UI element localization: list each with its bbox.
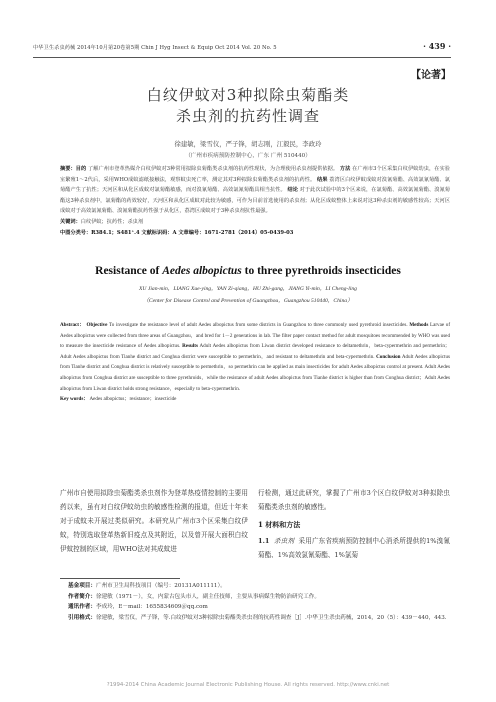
abstract-en	[60, 320, 450, 405]
methods-en: Larvae of Aedes albopictus were collected from three areas of Guangzhou，and bred for 1－2 generations in lab. The filter paper contact method for adult mosquitoes recommended by WHO was used to measure the insecticide resistance of Aedes albopictus.	[60, 322, 451, 350]
methods-label-cn: 方法	[339, 166, 351, 172]
footnotes	[68, 581, 450, 623]
footnote-author	[68, 592, 450, 603]
footnote-contact	[68, 602, 450, 613]
running-header: 中华卫生杀虫药械 2014年10月第20卷第5期 Chin J Hyg Insect & Equip Oct 2014 Vol. 20 No. 5	[33, 45, 277, 51]
title-en-species: Aedes albopictus	[162, 265, 242, 277]
title-en-suffix: to three pyrethroids insecticides	[241, 265, 401, 277]
cite-label: 引用格式：	[68, 614, 96, 621]
footnote-cite	[68, 613, 450, 624]
results-label-en: Results	[182, 343, 198, 350]
abstract-cn-label: 摘要：	[60, 166, 76, 172]
fund-label: 基金项目：	[68, 583, 96, 589]
title-en-prefix: Resistance of	[95, 265, 163, 277]
affiliation-en: （Center for Disease Control and Prevention of Guangzhou，Guangzhou 510440，China）	[143, 298, 353, 304]
objective-label-en: Objective	[86, 322, 108, 328]
authors-cn: 徐建敏，梁雪仪，严子锋，胡志刚，江毅民，李政玲	[174, 140, 322, 148]
cite-text: 徐建敏，梁雪仪，严子锋，等.白纹伊蚊对3种拟除虫菊酯类杀虫剂的抗药性调查［J］.中华卫生杀虫药械，2014，20（5）：439－440，443.	[95, 614, 447, 621]
fund-text: 广州市卫生局科技项目（编号：20131A011111）。	[95, 583, 226, 589]
conclusion-label-cn: 结论	[287, 187, 298, 194]
affiliation-cn: （广州市疾病预防控制中心，广东 广州 510440）	[185, 153, 311, 159]
objective-cn: 了解广州市登革热媒介白纹伊蚊对3种常用拟除虫菊酯类杀虫剂的抗药性现状，为合理使用杀虫剂提供依据。	[88, 166, 339, 172]
page-number: · 439 ·	[423, 41, 451, 51]
contact-text: 李成玲，E－mail：1655834609＠qq.com	[95, 604, 208, 611]
keywords-label-cn: 关键词：	[60, 218, 81, 225]
author-text: 徐建敏（1971－），女，内蒙古包头市人，副主任技师，主要从事病媒生物防治研究工作。	[95, 593, 320, 600]
title-cn-line-2: 杀虫剂的抗药性调查	[175, 107, 320, 125]
section-heading: 1 材料和方法	[258, 519, 301, 529]
results-label-cn: 结果	[317, 176, 328, 183]
authors-en: XU Jian-min，LIANG Xue-ying，YAN Zi-qiang，HU Zhi-gang，JIANG Yi-min，LI Cheng-ling	[139, 286, 357, 292]
subsection-text: 采用广东省疾病预防控制中心消杀所提供的1%溴氰菊酯、1%高效氯氰菊酯、1%氯菊	[258, 536, 450, 559]
title-en	[0, 265, 496, 277]
body-right-intro: 行检测，通过此研究，掌握了广州市3个区白纹伊蚊对3种拟除虫菊酯类杀虫剂的敏感性。	[258, 489, 450, 511]
author-label: 作者简介：	[68, 593, 96, 600]
body-left-column: 广州市自使用拟除虫菊酯类杀虫剂作为登革热疫情控制的主要用药以来，虽有对白纹伊蚊幼虫的敏感性检测的报道，但近十年来对于成蚊未开展过类似研究。本研究从广州市3个区采集白纹伊蚊，特别选取登革热新旧疫点及其附近，以及曾开展大面积白纹伊蚊控制的区域，用WHO法对其成蚊进	[60, 489, 248, 553]
conclusion-label-en: Conclusion	[376, 353, 401, 360]
methods-label-en: Methods	[409, 322, 429, 328]
footnote-fund	[68, 581, 450, 592]
conclusion-en: Adult Aedes albopictus from Tianhe district and Conghua district is relatively susceptible to permethrin，so permethrin can be applied as main insecticides for adult Aedes albopictus control at present. Adult Aedes albopictus from Conghua district are susceptible to three pyrethroids，while the resistance of adult Aedes albopictus from Tianhe district is higher than from Conghua district；Adult Aedes albopictus from Liwan district holds strong resistance，especially to beta-cypermethrin.	[60, 353, 450, 392]
subsection-number: 1.1	[258, 536, 270, 545]
footnote-rule	[60, 578, 180, 579]
objective-en: To investigate the resistance level of adult Aedes albopictus from some districts in Guangzhou to three commonly used pyrethroid insecticides.	[109, 322, 408, 328]
methods-cn: 在广州市3个区采集白纹伊蚊幼虫，在实验室繁殖1～2代后，采用WHO成蚊滤纸接触法，观察蚊虫死亡率，测定其对3种拟除虫菊酯类杀虫剂的抗药性。	[60, 166, 450, 183]
keywords-label-en: Key words：	[60, 396, 89, 403]
results-cn: 荔湾区白纹伊蚊成蚊对溴氰菊酯、高效氯氰菊酯、氯菊酯产生了抗性；天河区和从化区成蚊对氯菊酯敏感，而对溴氰菊酯、高效氯氰菊酯具相当抗性。	[60, 176, 450, 194]
results-en: Adult Aedes albopictus from Liwan district developed resistance to deltamethrin，beta-cypermethrin and permethrin；Adult Aedes albopictus from Tianhe district and Conghua district were susceptible to permethrin，and resistant to deltamethrin and beta-cypermethrin.	[60, 343, 450, 360]
keywords-en: Aedes albopictus；resistance；insecticide	[89, 396, 177, 403]
abstract-cn	[60, 164, 450, 238]
contact-label: 通讯作者：	[68, 604, 96, 611]
title-cn-line-1: 白纹伊蚊对3种拟除虫菊酯类	[146, 86, 350, 104]
subsection-title: 杀虫剂	[273, 536, 295, 545]
subsection-paragraph	[258, 535, 450, 563]
objective-label-cn: 目的	[75, 166, 87, 172]
keywords-cn: 白纹伊蚊；抗药性；杀虫剂	[80, 218, 144, 225]
classification-line: 中图分类号：R384.1；S481⁺.4 文献标识码：A 文章编号：1671-2781（2014）05-0439-03	[60, 229, 294, 236]
body-right-column	[258, 487, 450, 563]
section-tag: 【论著】	[411, 70, 451, 81]
abstract-en-label: Abstract：	[60, 322, 85, 328]
header-rule	[33, 57, 451, 58]
copyright-footer: ?1994-2014 China Academic Journal Electronic Publishing House. All rights reserved. http://www.cnki.net	[106, 682, 390, 688]
conclusion-cn: 对于此次试验中的3个区来说，在氯菊酯、高效氯氰菊酯、溴氰菊酯这3种杀虫剂中，氯菊酯的药效较好，天河区和从化区成蚊对此较为敏感，可作为目前首选使用的杀虫剂；从化区成蚊整体上来说对这3种杀虫剂的敏感性较高；天河区成蚊对于高效氯氰菊酯、溴氰菊酯抗药性强于从化区，荔湾区成蚊对于3种杀虫剂抗性最强。	[60, 187, 450, 215]
